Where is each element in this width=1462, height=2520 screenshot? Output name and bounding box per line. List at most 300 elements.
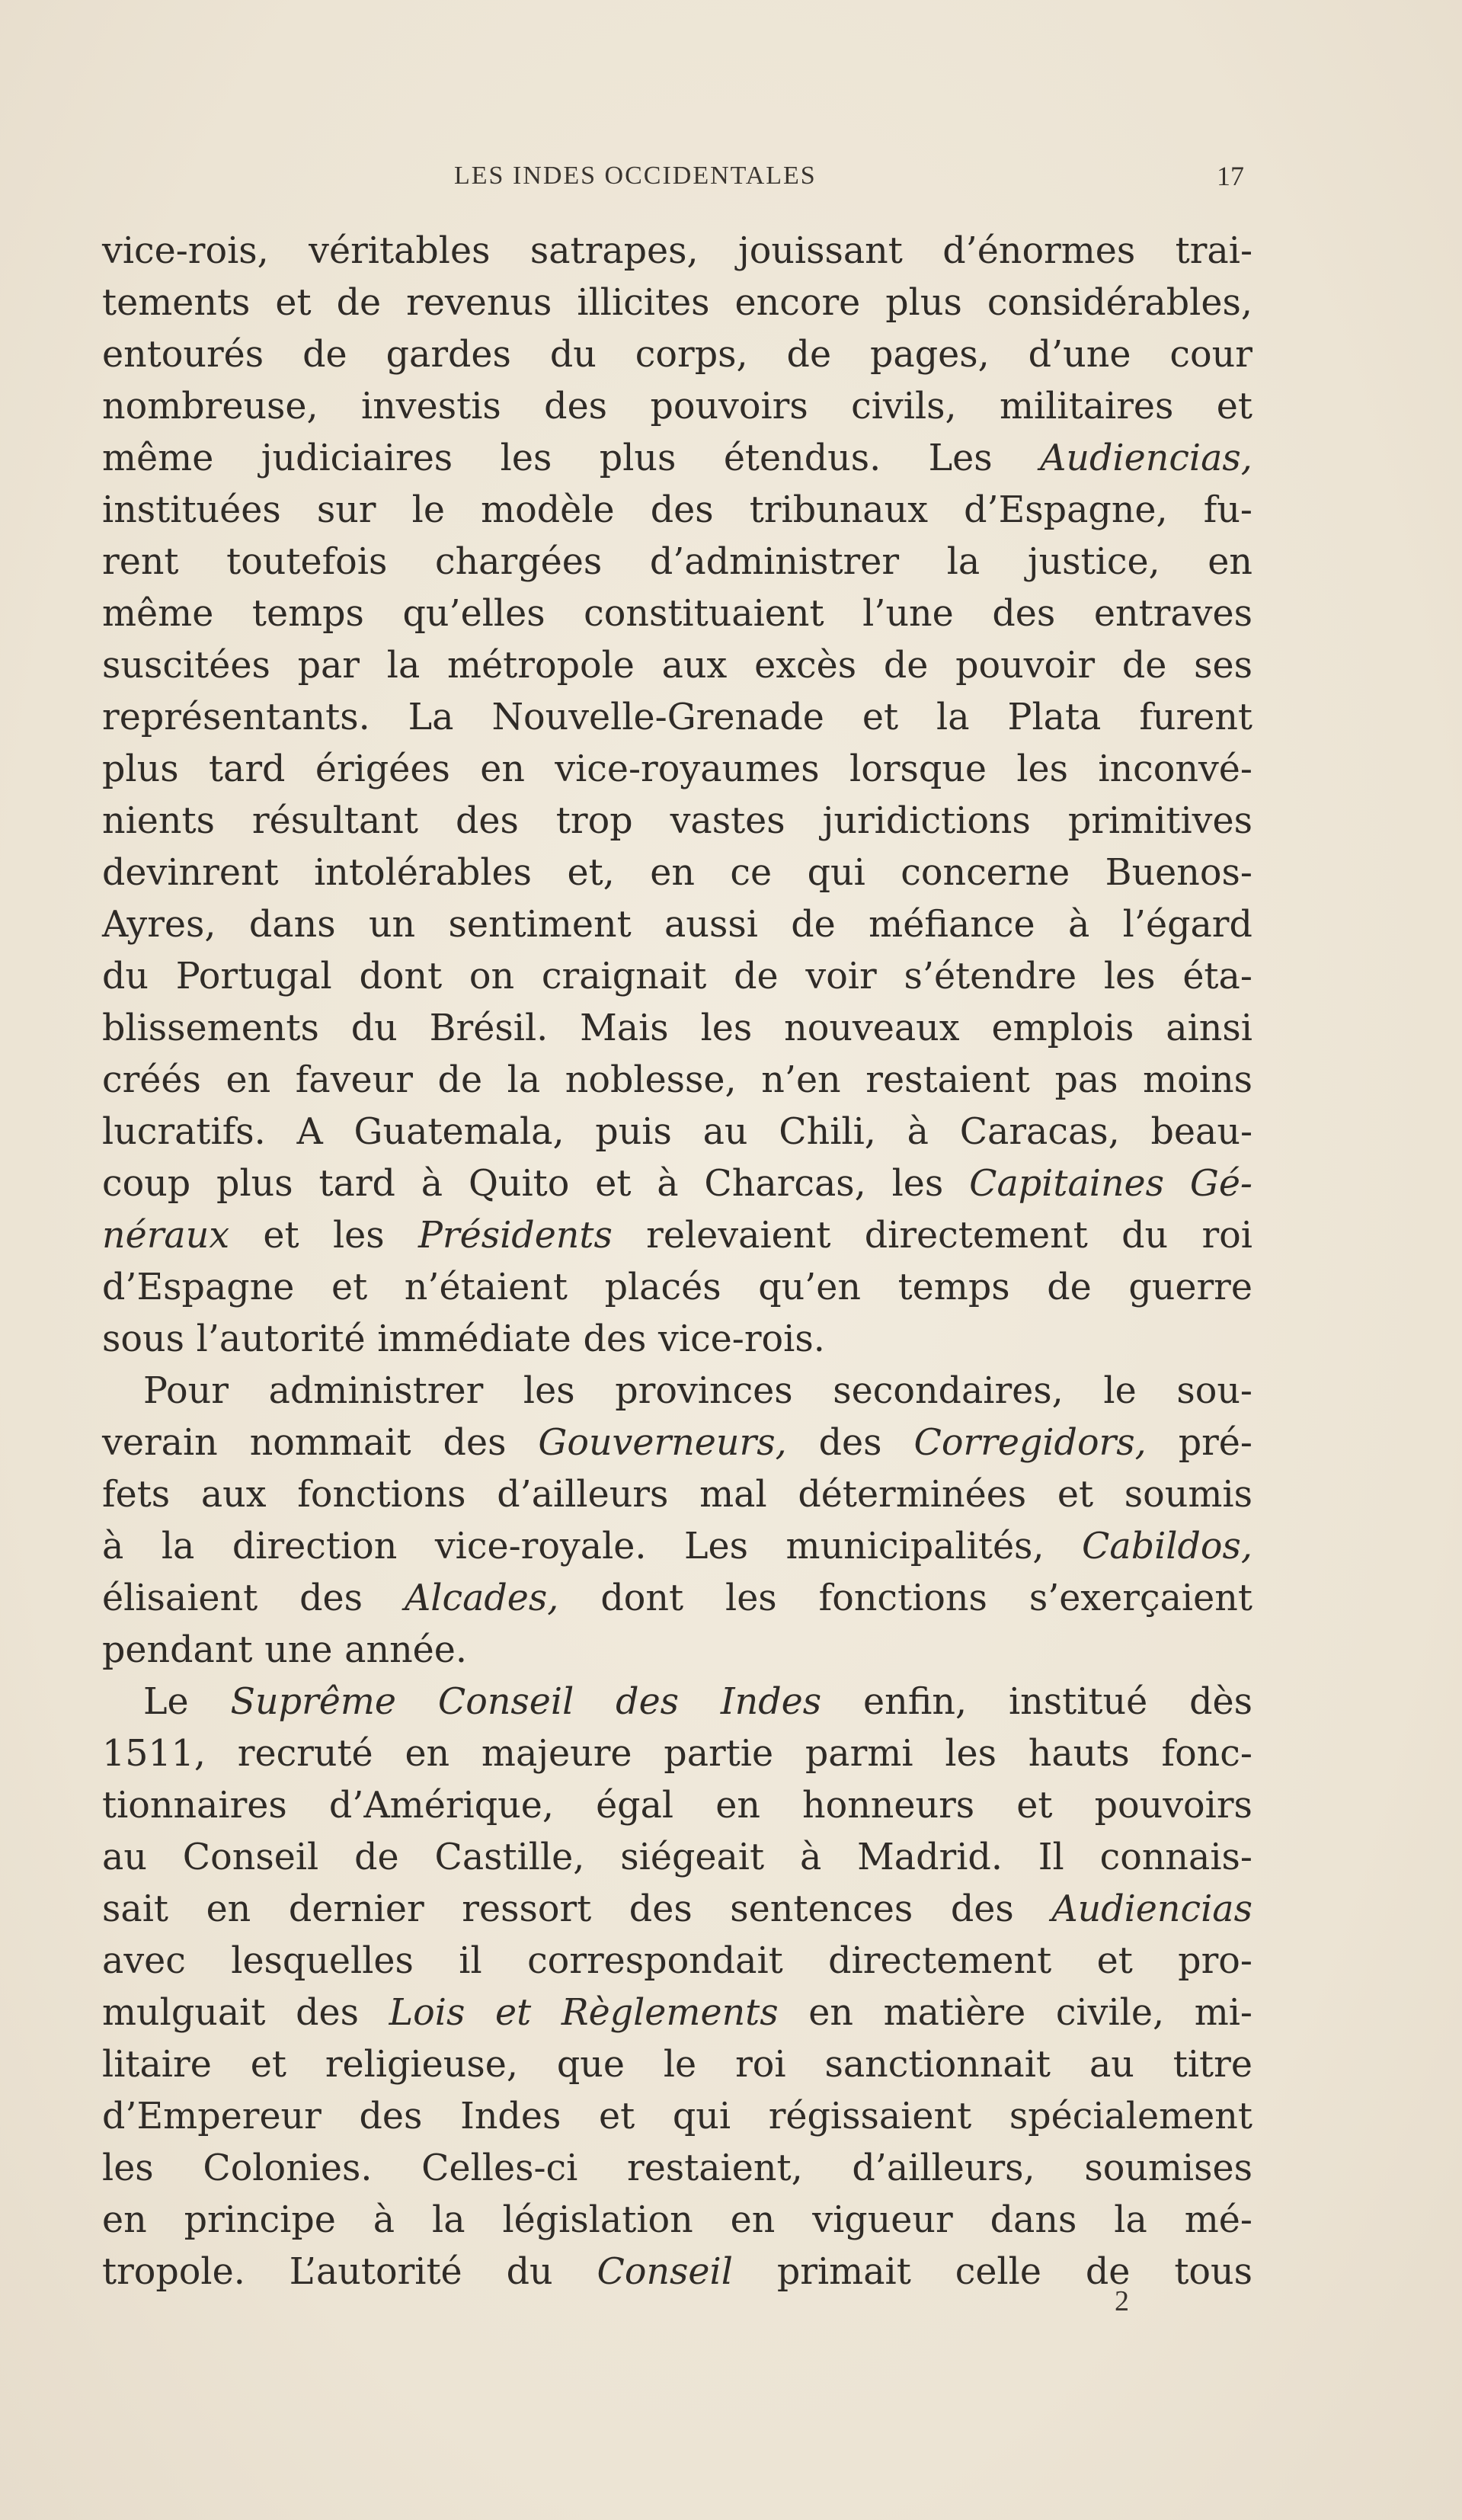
italic-word: Audiencias, — [1040, 437, 1252, 479]
word: égal — [596, 1785, 674, 1827]
word: civile, — [1055, 1992, 1165, 2034]
word: dernier — [288, 1888, 424, 1930]
word: d’Amérique, — [328, 1785, 554, 1827]
word: instituées — [102, 489, 281, 531]
word: secondaires, — [833, 1370, 1064, 1412]
word: institué — [1008, 1681, 1148, 1723]
word: en — [226, 1059, 271, 1101]
word: Madrid. — [857, 1836, 1003, 1878]
word: l’égard — [1122, 904, 1252, 946]
word: des — [359, 2096, 423, 2137]
word: le — [663, 2044, 697, 2086]
word: du — [350, 1007, 398, 1049]
word: justice, — [1027, 541, 1160, 583]
word: connais- — [1099, 1836, 1252, 1878]
text-line — [102, 536, 1252, 588]
word: titre — [1172, 2044, 1252, 2086]
word: litaire — [102, 2044, 212, 2086]
italic-word: néraux — [102, 1215, 230, 1257]
word: en — [715, 1785, 760, 1827]
text-line — [102, 1832, 1252, 1884]
text-line — [102, 744, 1252, 796]
italic-word: Conseil — [437, 1681, 574, 1723]
word: qu’elles — [402, 593, 545, 635]
word: les — [725, 1577, 777, 1619]
signature-mark: 2 — [1115, 2285, 1129, 2317]
word: principe — [184, 2199, 336, 2241]
italic-word: Présidents — [417, 1215, 613, 1257]
word: représentants. — [102, 696, 370, 738]
word: 1511, — [102, 1733, 206, 1775]
word: d’ailleurs, — [852, 2147, 1035, 2189]
word: verain — [102, 1422, 218, 1464]
word: plus — [599, 437, 677, 479]
word: en — [730, 2199, 776, 2241]
italic-word: Capitaines — [969, 1163, 1165, 1205]
word: entraves — [1093, 593, 1252, 635]
text-line — [102, 1987, 1252, 2039]
word: d’Espagne, — [964, 489, 1168, 531]
text-line — [102, 1728, 1252, 1780]
text-line — [102, 277, 1252, 329]
word: d’Espagne — [102, 1266, 295, 1308]
word: du — [1121, 1215, 1169, 1257]
word: considérables, — [987, 282, 1252, 324]
word: mulguait — [102, 1992, 266, 2034]
word: furent — [1139, 696, 1252, 738]
word: soumis — [1124, 1474, 1252, 1516]
text-line — [102, 1106, 1252, 1158]
text-line — [102, 2143, 1252, 2195]
text-line — [102, 1366, 1252, 1417]
text-line — [102, 226, 1252, 277]
word: matière — [883, 1992, 1026, 2034]
word: moins — [1143, 1059, 1252, 1101]
word: soumises — [1084, 2147, 1252, 2189]
word: Le — [143, 1681, 189, 1723]
word: les — [332, 1215, 385, 1257]
running-title: LES INDES OCCIDENTALES — [454, 162, 817, 190]
word: recruté — [237, 1733, 373, 1775]
word: et — [1216, 386, 1252, 427]
text-line — [102, 640, 1252, 692]
word: judiciaires — [261, 437, 453, 479]
text-line — [102, 2195, 1252, 2246]
word: Pour — [143, 1370, 229, 1412]
word: de — [791, 904, 836, 946]
word: éta- — [1182, 956, 1252, 997]
word: Il — [1038, 1836, 1064, 1878]
word: Plata — [1007, 696, 1102, 738]
word: la — [946, 541, 981, 583]
word: roi — [735, 2044, 786, 2086]
word: lorsque — [849, 748, 987, 790]
word: le — [411, 489, 445, 531]
italic-word: Corregidors, — [913, 1422, 1147, 1464]
text-line — [102, 1676, 1252, 1728]
italic-word: Alcades, — [404, 1577, 559, 1619]
word: sou- — [1176, 1370, 1252, 1412]
word: les — [1103, 956, 1156, 997]
word: Guatemala, — [354, 1111, 565, 1153]
word: jouissant — [738, 230, 903, 272]
word: restaient — [865, 1059, 1030, 1101]
word: Portugal — [175, 956, 332, 997]
word: tionnaires — [102, 1785, 287, 1827]
word: à — [907, 1111, 929, 1153]
word: mal — [699, 1474, 767, 1516]
word: vastes — [670, 800, 785, 842]
word: fu- — [1203, 489, 1252, 531]
word: faveur — [295, 1059, 413, 1101]
word: Castille, — [434, 1836, 585, 1878]
word: majeure — [481, 1733, 632, 1775]
word: Celles-ci — [421, 2147, 578, 2189]
word: nommait — [249, 1422, 411, 1464]
word: sanctionnait — [824, 2044, 1051, 2086]
word: en — [405, 1733, 450, 1775]
word: aux — [661, 645, 728, 687]
word: trop — [555, 800, 633, 842]
word: inconvé- — [1098, 748, 1252, 790]
word: les — [523, 1370, 575, 1412]
word: qui — [672, 2096, 731, 2137]
word: devinrent — [102, 852, 279, 894]
word: à — [421, 1163, 443, 1205]
italic-word: Conseil — [597, 2251, 733, 2293]
word: sur — [316, 489, 376, 531]
word: primitives — [1067, 800, 1252, 842]
word: élisaient — [102, 1577, 258, 1619]
word: dès — [1189, 1681, 1252, 1723]
word: un — [368, 904, 416, 946]
word: et — [275, 282, 312, 324]
word: civils, — [851, 386, 957, 427]
word: cour — [1169, 334, 1252, 376]
word: à — [799, 1836, 822, 1878]
word: on — [469, 956, 515, 997]
word: aussi — [664, 904, 758, 946]
word: par — [297, 645, 360, 687]
word: des — [583, 1318, 647, 1360]
word: direction — [232, 1526, 398, 1567]
word: méfiance — [869, 904, 1035, 946]
word: même — [102, 437, 214, 479]
word: temps — [897, 1266, 1010, 1308]
word: du — [102, 956, 149, 997]
word: Charcas, — [704, 1163, 866, 1205]
word: Brésil. — [429, 1007, 549, 1049]
word: mi- — [1194, 1992, 1252, 2034]
italic-word: Indes — [720, 1681, 822, 1723]
word: partie — [664, 1733, 774, 1775]
word: nients — [102, 800, 215, 842]
word: immédiate — [377, 1318, 571, 1360]
word: chargées — [434, 541, 603, 583]
text-line — [102, 1417, 1252, 1469]
word: primait — [776, 2251, 911, 2293]
word: fonctions — [297, 1474, 466, 1516]
word: résultant — [251, 800, 418, 842]
word: à — [657, 1163, 679, 1205]
word: d’Empereur — [102, 2096, 322, 2137]
word: rent — [102, 541, 179, 583]
text-line — [102, 1210, 1252, 1262]
word: tribunaux — [749, 489, 928, 531]
word: et — [263, 1215, 299, 1257]
word: et — [598, 2096, 635, 2137]
word: et — [1016, 1785, 1053, 1827]
word: des — [818, 1422, 882, 1464]
text-line — [102, 1314, 1252, 1366]
word: qu’en — [758, 1266, 861, 1308]
word: en — [102, 2199, 147, 2241]
word: n’en — [761, 1059, 841, 1101]
text-line — [102, 847, 1252, 899]
text-line — [102, 1003, 1252, 1055]
text-line — [102, 329, 1252, 381]
word: siégeait — [620, 1836, 765, 1878]
word: roi — [1201, 1215, 1252, 1257]
word: les — [891, 1163, 944, 1205]
word: placés — [604, 1266, 721, 1308]
italic-word: Gouverneurs, — [538, 1422, 787, 1464]
word: Quito — [468, 1163, 570, 1205]
word: au — [702, 1111, 748, 1153]
word: dont — [359, 956, 443, 997]
word: vice-rois. — [658, 1318, 825, 1360]
word: en — [480, 748, 525, 790]
word: des — [629, 1888, 693, 1930]
text-line — [102, 951, 1252, 1003]
word: suscitées — [102, 645, 270, 687]
word: et — [1057, 1474, 1094, 1516]
word: sous — [102, 1318, 184, 1360]
text-line — [102, 899, 1252, 951]
word: régissaient — [768, 2096, 972, 2137]
word: Conseil — [182, 1836, 319, 1878]
word: provinces — [615, 1370, 793, 1412]
text-line — [102, 1884, 1252, 1936]
page-number: 17 — [1217, 161, 1244, 191]
word: fonctions — [818, 1577, 987, 1619]
text-line — [102, 1262, 1252, 1314]
word: sentences — [730, 1888, 913, 1930]
word: législation — [502, 2199, 693, 2241]
word: en — [650, 852, 695, 894]
word: érigées — [315, 748, 450, 790]
word: concerne — [901, 852, 1070, 894]
word: pro- — [1178, 1940, 1252, 1982]
text-line — [102, 2039, 1252, 2091]
word: les — [102, 2147, 154, 2189]
word: pré- — [1178, 1422, 1252, 1464]
word: Chili, — [779, 1111, 876, 1153]
word: de — [1121, 645, 1167, 687]
word: directement — [828, 1940, 1052, 1982]
word: des — [650, 489, 714, 531]
word: vigueur — [812, 2199, 953, 2241]
italic-word: Règlements — [561, 1992, 779, 2034]
word: L’autorité — [289, 2251, 462, 2293]
text-line — [102, 692, 1252, 744]
word: craignait — [541, 956, 707, 997]
word: des — [299, 1577, 363, 1619]
word: à — [1067, 904, 1090, 946]
text-line — [102, 381, 1252, 433]
text-line — [102, 1625, 1252, 1676]
word: qui — [807, 852, 865, 894]
text-line — [102, 1573, 1252, 1625]
word: des — [443, 1422, 507, 1464]
word: et, — [567, 852, 615, 894]
italic-word: Cabildos, — [1082, 1526, 1252, 1567]
word: dans — [990, 2199, 1077, 2241]
word: dont — [600, 1577, 684, 1619]
word: de — [1085, 2251, 1131, 2293]
text-line — [102, 1780, 1252, 1832]
word: voir — [805, 956, 877, 997]
word: Colonies. — [203, 2147, 373, 2189]
word: de — [354, 1836, 399, 1878]
word: investis — [361, 386, 501, 427]
word: trai- — [1175, 230, 1252, 272]
word: de — [883, 645, 929, 687]
italic-word: et — [494, 1992, 532, 2034]
word: pendant — [102, 1629, 253, 1671]
word: véritables — [309, 230, 491, 272]
word: spécialement — [1009, 2096, 1252, 2137]
word: dans — [248, 904, 336, 946]
text-line — [102, 2246, 1252, 2298]
word: parmi — [805, 1733, 913, 1775]
word: l’autorité — [196, 1318, 366, 1360]
italic-word: Lois — [389, 1992, 465, 2034]
text-line — [102, 433, 1252, 485]
word: tous — [1174, 2251, 1252, 2293]
word: d’énormes — [942, 230, 1136, 272]
word: Mais — [580, 1007, 669, 1049]
word: correspondait — [527, 1940, 783, 1982]
word: revenus — [406, 282, 552, 324]
word: d’administrer — [649, 541, 900, 583]
word: et — [862, 696, 899, 738]
word: beau- — [1150, 1111, 1252, 1153]
word: plus — [885, 282, 962, 324]
word: Les — [928, 437, 993, 479]
word: pouvoir — [955, 645, 1096, 687]
word: pouvoirs — [1094, 1785, 1252, 1827]
word: l’une — [862, 593, 954, 635]
word: ce — [730, 852, 773, 894]
word: des — [950, 1888, 1014, 1930]
word: en — [808, 1992, 853, 2034]
word: créés — [102, 1059, 201, 1101]
word: du — [506, 2251, 553, 2293]
word: les — [1016, 748, 1069, 790]
word: la — [936, 696, 970, 738]
word: gardes — [385, 334, 511, 376]
word: et — [331, 1266, 368, 1308]
text-line — [102, 485, 1252, 536]
word: vice-royale. — [434, 1526, 647, 1567]
word: déterminées — [798, 1474, 1027, 1516]
word: tard — [318, 1163, 395, 1205]
word: constituaient — [584, 593, 824, 635]
word: la — [161, 1526, 195, 1567]
word: de — [1047, 1266, 1092, 1308]
text-line — [102, 1158, 1252, 1210]
word: il — [459, 1940, 482, 1982]
text-line — [102, 1936, 1252, 1987]
word: nouveaux — [784, 1007, 960, 1049]
word: de — [336, 282, 382, 324]
word: guerre — [1128, 1266, 1252, 1308]
word: ses — [1194, 645, 1252, 687]
word: municipalités, — [785, 1526, 1045, 1567]
word: La — [408, 696, 454, 738]
text-line — [102, 588, 1252, 640]
word: modèle — [481, 489, 615, 531]
word: année. — [344, 1629, 467, 1671]
word: s’étendre — [904, 956, 1077, 997]
word: toutefois — [226, 541, 388, 583]
word: de — [437, 1059, 483, 1101]
italic-word: Audiencias — [1051, 1888, 1252, 1930]
word: une — [264, 1629, 333, 1671]
word: Les — [684, 1526, 749, 1567]
word: tements — [102, 282, 251, 324]
word: des — [296, 1992, 359, 2034]
word: la — [432, 2199, 465, 2241]
word: les — [945, 1733, 997, 1775]
word: pouvoirs — [650, 386, 808, 427]
word: fonc- — [1161, 1733, 1252, 1775]
word: administrer — [268, 1370, 484, 1412]
word: avec — [102, 1940, 186, 1982]
word: fets — [102, 1474, 171, 1516]
word: vice-rois, — [102, 230, 269, 272]
word: aux — [200, 1474, 267, 1516]
word: en — [1208, 541, 1252, 583]
word: de — [786, 334, 832, 376]
word: pas — [1054, 1059, 1118, 1101]
word: relevaient — [646, 1215, 831, 1257]
word: la — [507, 1059, 541, 1101]
word: ainsi — [1166, 1007, 1252, 1049]
text-line — [102, 796, 1252, 847]
word: la — [386, 645, 421, 687]
word: juridictions — [822, 800, 1031, 842]
word: les — [500, 437, 552, 479]
word: s’exerçaient — [1029, 1577, 1252, 1619]
word: que — [556, 2044, 625, 2086]
word: nombreuse, — [102, 386, 318, 427]
word: de — [734, 956, 779, 997]
word: au — [102, 1836, 147, 1878]
word: militaires — [1000, 386, 1174, 427]
word: hauts — [1028, 1733, 1130, 1775]
word: coup — [102, 1163, 191, 1205]
word: Ayres, — [102, 904, 216, 946]
italic-word: Gé- — [1189, 1163, 1252, 1205]
word: A — [296, 1111, 323, 1153]
word: Caracas, — [959, 1111, 1120, 1153]
word: Indes — [460, 2096, 561, 2137]
word: tropole. — [102, 2251, 245, 2293]
word: sait — [102, 1888, 168, 1930]
word: ressort — [462, 1888, 592, 1930]
